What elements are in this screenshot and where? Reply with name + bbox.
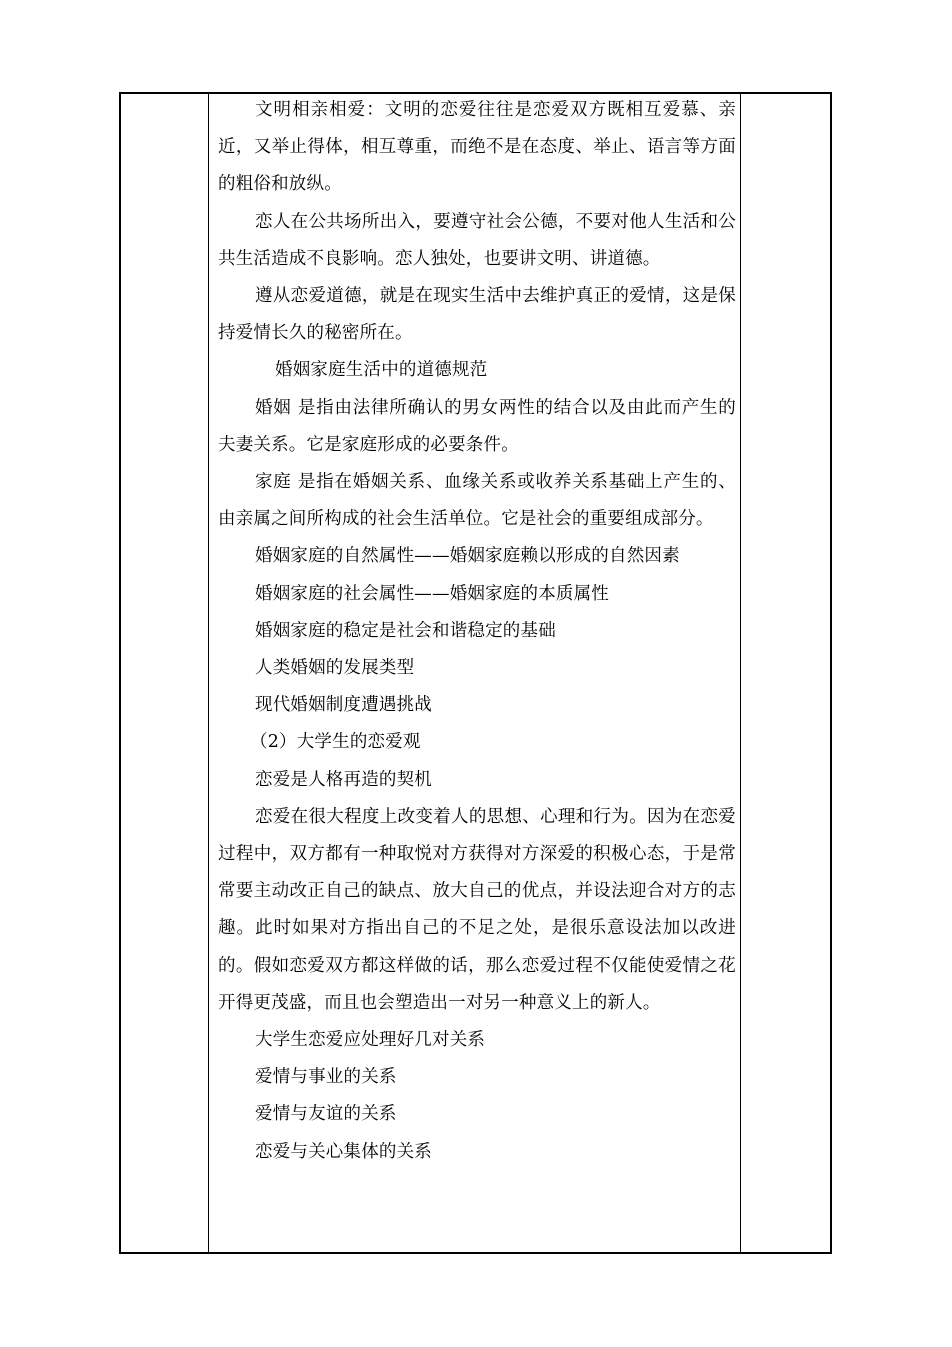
list-item-social-attribute: 婚姻家庭的社会属性——婚姻家庭的本质属性 [255, 583, 609, 604]
subheading-relationships: 大学生恋爱应处理好几对关系 [255, 1030, 486, 1051]
paragraph-family-definition: 家庭 是指在婚姻关系、血缘关系或收养关系基础上产生的、由亲属之间所构成的社会生活单位。它是社会的重要组成部分。 [218, 472, 736, 530]
table-content-cell [218, 92, 736, 1171]
list-item-marriage-types: 人类婚姻的发展类型 [255, 658, 415, 679]
list-item-natural-attribute: 婚姻家庭的自然属性——婚姻家庭赖以形成的自然因素 [255, 546, 680, 567]
right-column-divider [740, 94, 741, 1252]
section-heading-student-love-view: （2）大学生的恋爱观 [250, 732, 421, 753]
list-item-love-and-career: 爱情与事业的关系 [255, 1067, 397, 1088]
list-item-love-and-collective: 恋爱与关心集体的关系 [255, 1141, 432, 1162]
list-item-modern-marriage-challenges: 现代婚姻制度遭遇挑战 [255, 695, 432, 716]
list-item-love-and-friendship: 爱情与友谊的关系 [255, 1104, 397, 1125]
paragraph-marriage-definition: 婚姻 是指由法律所确认的男女两性的结合以及由此而产生的夫妻关系。它是家庭形成的必要条件。 [218, 397, 736, 455]
left-column-divider [208, 94, 209, 1252]
paragraph-civilized-love: 文明相亲相爱：文明的恋爱往往是恋爱双方既相互爱慕、亲近，又举止得体，相互尊重，而绝不是在态度、举止、语言等方面的粗俗和放纵。 [218, 100, 736, 195]
paragraph-love-changes-people: 恋爱在很大程度上改变着人的思想、心理和行为。因为在恋爱过程中，双方都有一种取悦对方获得对方深爱的积极心态，于是常常要主动改正自己的缺点、放大自己的优点，并设法迎合对方的志趣。此时如果对方指出自己的不足之处，是很乐意设法加以改进的。假如恋爱双方都这样做的话，那么恋爱过程不仅能使爱情之花开得更茂盛，而且也会塑造出一对另一种意义上的新人。 [218, 806, 736, 1013]
paragraph-love-ethics: 遵从恋爱道德，就是在现实生活中去维护真正的爱情，这是保持爱情长久的秘密所在。 [218, 286, 736, 344]
paragraph-public-conduct: 恋人在公共场所出入，要遵守社会公德，不要对他人生活和公共生活造成不良影响。恋人独处，也要讲文明、讲道德。 [218, 211, 736, 269]
subheading-personality-rebuild: 恋爱是人格再造的契机 [255, 769, 432, 790]
list-item-family-stability: 婚姻家庭的稳定是社会和谐稳定的基础 [255, 620, 556, 641]
section-heading-marriage-family-ethics: 婚姻家庭生活中的道德规范 [275, 360, 488, 381]
